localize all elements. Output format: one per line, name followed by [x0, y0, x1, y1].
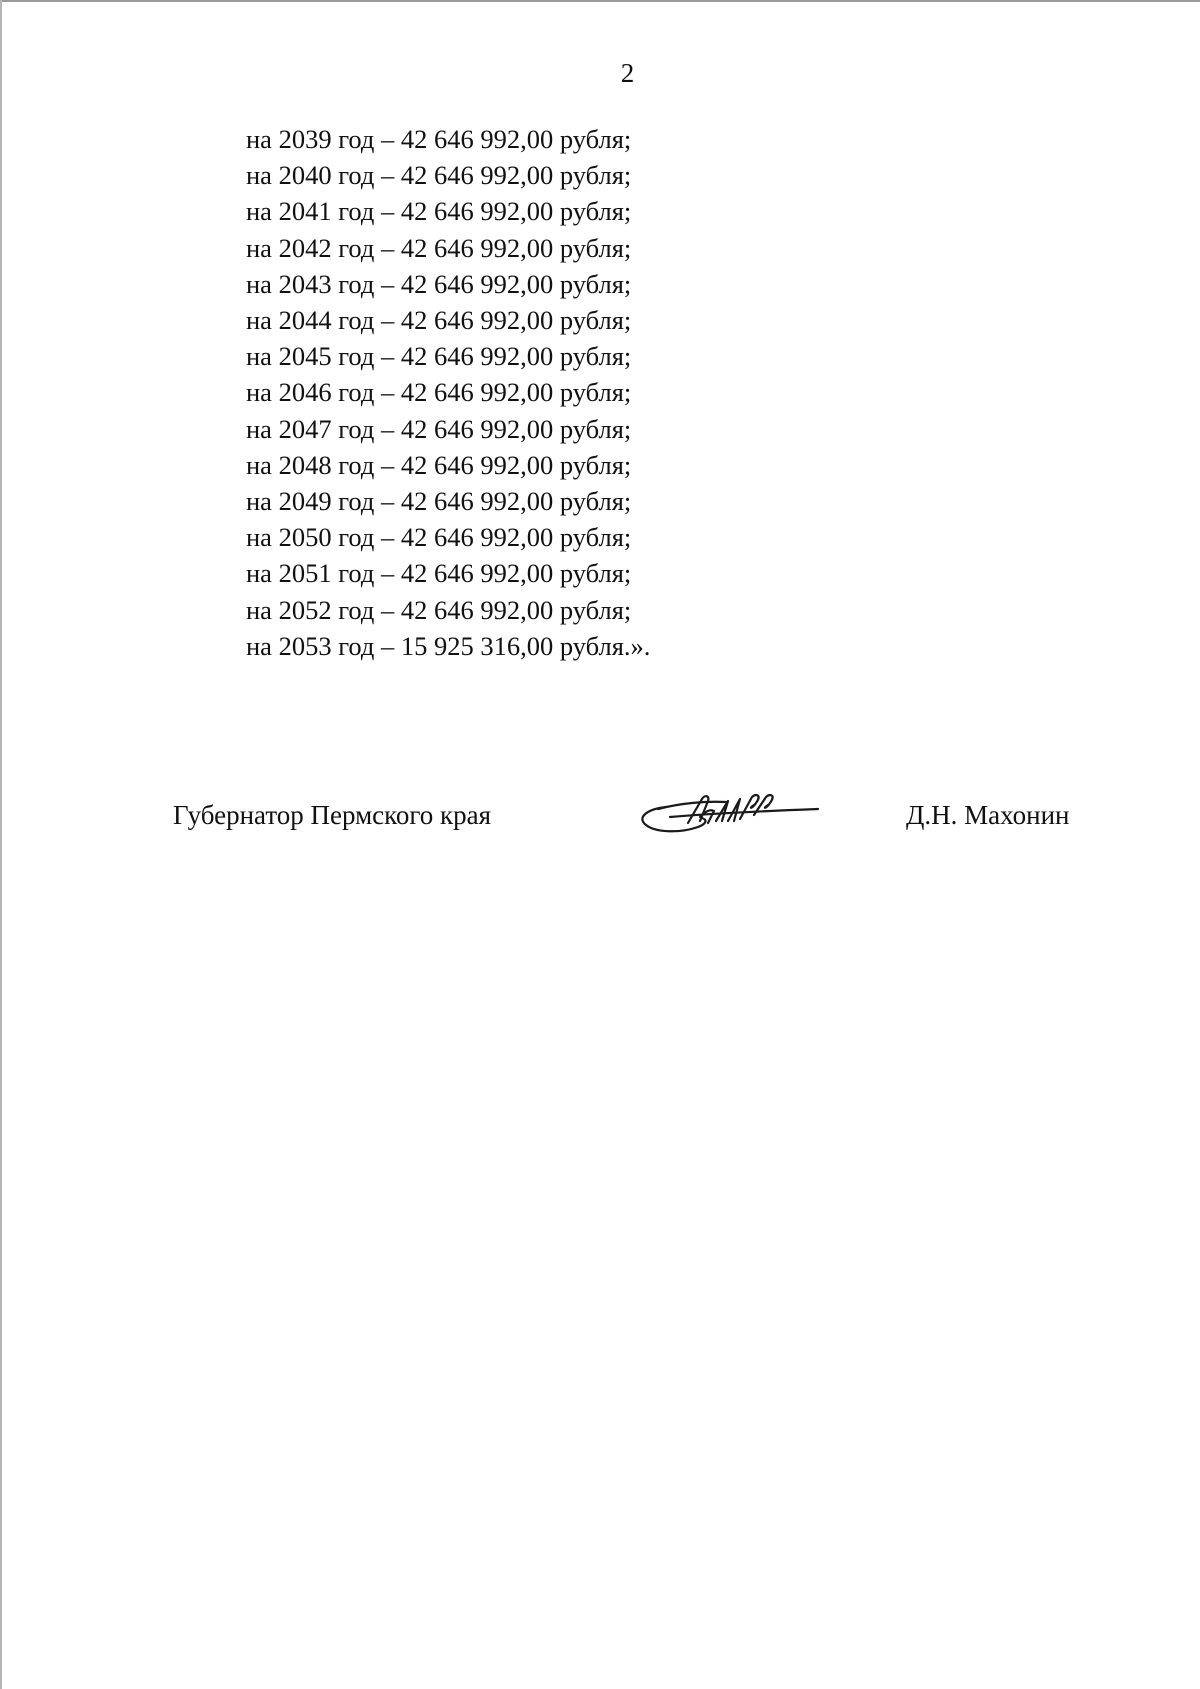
- signer-name: Д.Н. Махонин: [906, 800, 1070, 830]
- amount-line: на 2047 год – 42 646 992,00 рубля;: [246, 413, 632, 444]
- amount-line: на 2039 год – 42 646 992,00 рубля;: [246, 124, 632, 154]
- signature-block: [0, 795, 1200, 855]
- scan-edge-top: [0, 0, 1200, 2]
- amount-line: на 2053 год – 15 925 316,00 рубля.».: [246, 630, 651, 661]
- amount-line: на 2050 год – 42 646 992,00 рубля;: [246, 522, 632, 553]
- funding-amount-list: [246, 121, 650, 664]
- amount-line: на 2040 год – 42 646 992,00 рубля;: [246, 160, 632, 191]
- amount-line: на 2046 год – 42 646 992,00 рубля;: [246, 377, 632, 408]
- page-number: 2: [620, 58, 635, 88]
- amount-line: на 2049 год – 42 646 992,00 рубля;: [246, 486, 632, 517]
- amount-line: на 2051 год – 42 646 992,00 рубля;: [246, 558, 632, 589]
- amount-line: на 2045 год – 42 646 992,00 рубля;: [246, 341, 632, 372]
- amount-line: на 2042 год – 42 646 992,00 рубля;: [246, 232, 632, 263]
- amount-line: на 2044 год – 42 646 992,00 рубля;: [246, 305, 632, 336]
- signer-position: Губернатор Пермского края: [173, 800, 492, 830]
- handwritten-signature: [636, 787, 826, 847]
- amount-line: на 2043 год – 42 646 992,00 рубля;: [246, 268, 632, 299]
- amount-line: на 2048 год – 42 646 992,00 рубля;: [246, 449, 632, 480]
- amount-line: на 2052 год – 42 646 992,00 рубля;: [246, 594, 632, 625]
- amount-line: на 2041 год – 42 646 992,00 рубля;: [246, 196, 632, 227]
